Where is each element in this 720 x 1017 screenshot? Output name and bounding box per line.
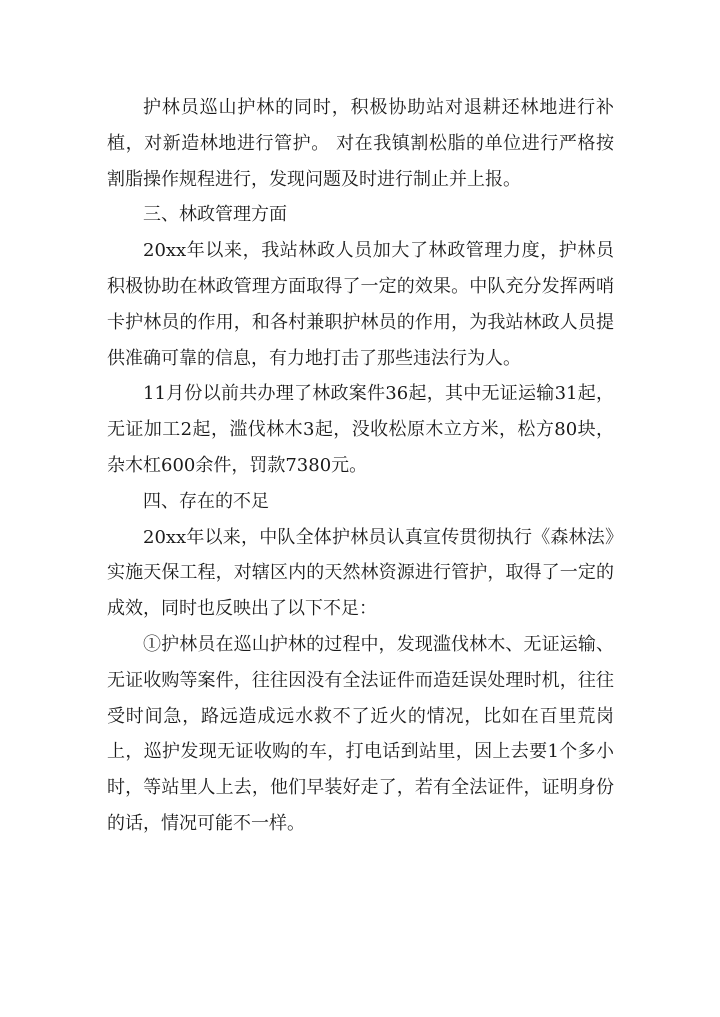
section-heading-forest-admin: 三、林政管理方面	[143, 204, 287, 226]
paragraph-shortcomings-intro: 20xx年以来，中队全体护林员认真宣传贯彻执行《森林法》实施天保工程，对辖区内的天然林资源进行管护，取得了一定的成效，同时也反映出了以下不足：	[107, 526, 614, 620]
paragraph-patrol-assist: 护林员巡山护林的同时，积极协助站对退耕还林地进行补植，对新造林地进行管护。 对在我镇割松脂的单位进行严格按割脂操作规程进行，发现问题及时进行制止并上报。	[107, 97, 614, 190]
section-heading-shortcomings: 四、存在的不足	[143, 490, 269, 512]
paragraph-forest-admin: 20xx年以来，我站林政人员加大了林政管理力度，护林员积极协助在林政管理方面取得了一定的效果。中队充分发挥两哨卡护林员的作用，和各村兼职护林员的作用，为我站林政人员提供准确可靠的信息，有力地打击了那些违法行为人。	[107, 240, 614, 369]
paragraph-shortcoming-1: ①护林员在巡山护林的过程中，发现滥伐林木、无证运输、无证收购等案件，往往因没有全法证件而造廷误处理时机，往往受时间急，路远造成远水救不了近火的情况，比如在百里荒岗上，巡护发现无证收购的车，打电话到站里，因上去要1个多小时，等站里人上去，他们早装好走了，若有全法证件，证明身份的话，情况可能不一样。	[107, 633, 614, 834]
document-body	[107, 90, 614, 842]
paragraph-case-stats: 11月份以前共办理了林政案件36起，其中无证运输31起，无证加工2起，滥伐林木3起，没收松原木立方米，松方80块，杂木杠600余件，罚款7380元。	[107, 383, 614, 476]
